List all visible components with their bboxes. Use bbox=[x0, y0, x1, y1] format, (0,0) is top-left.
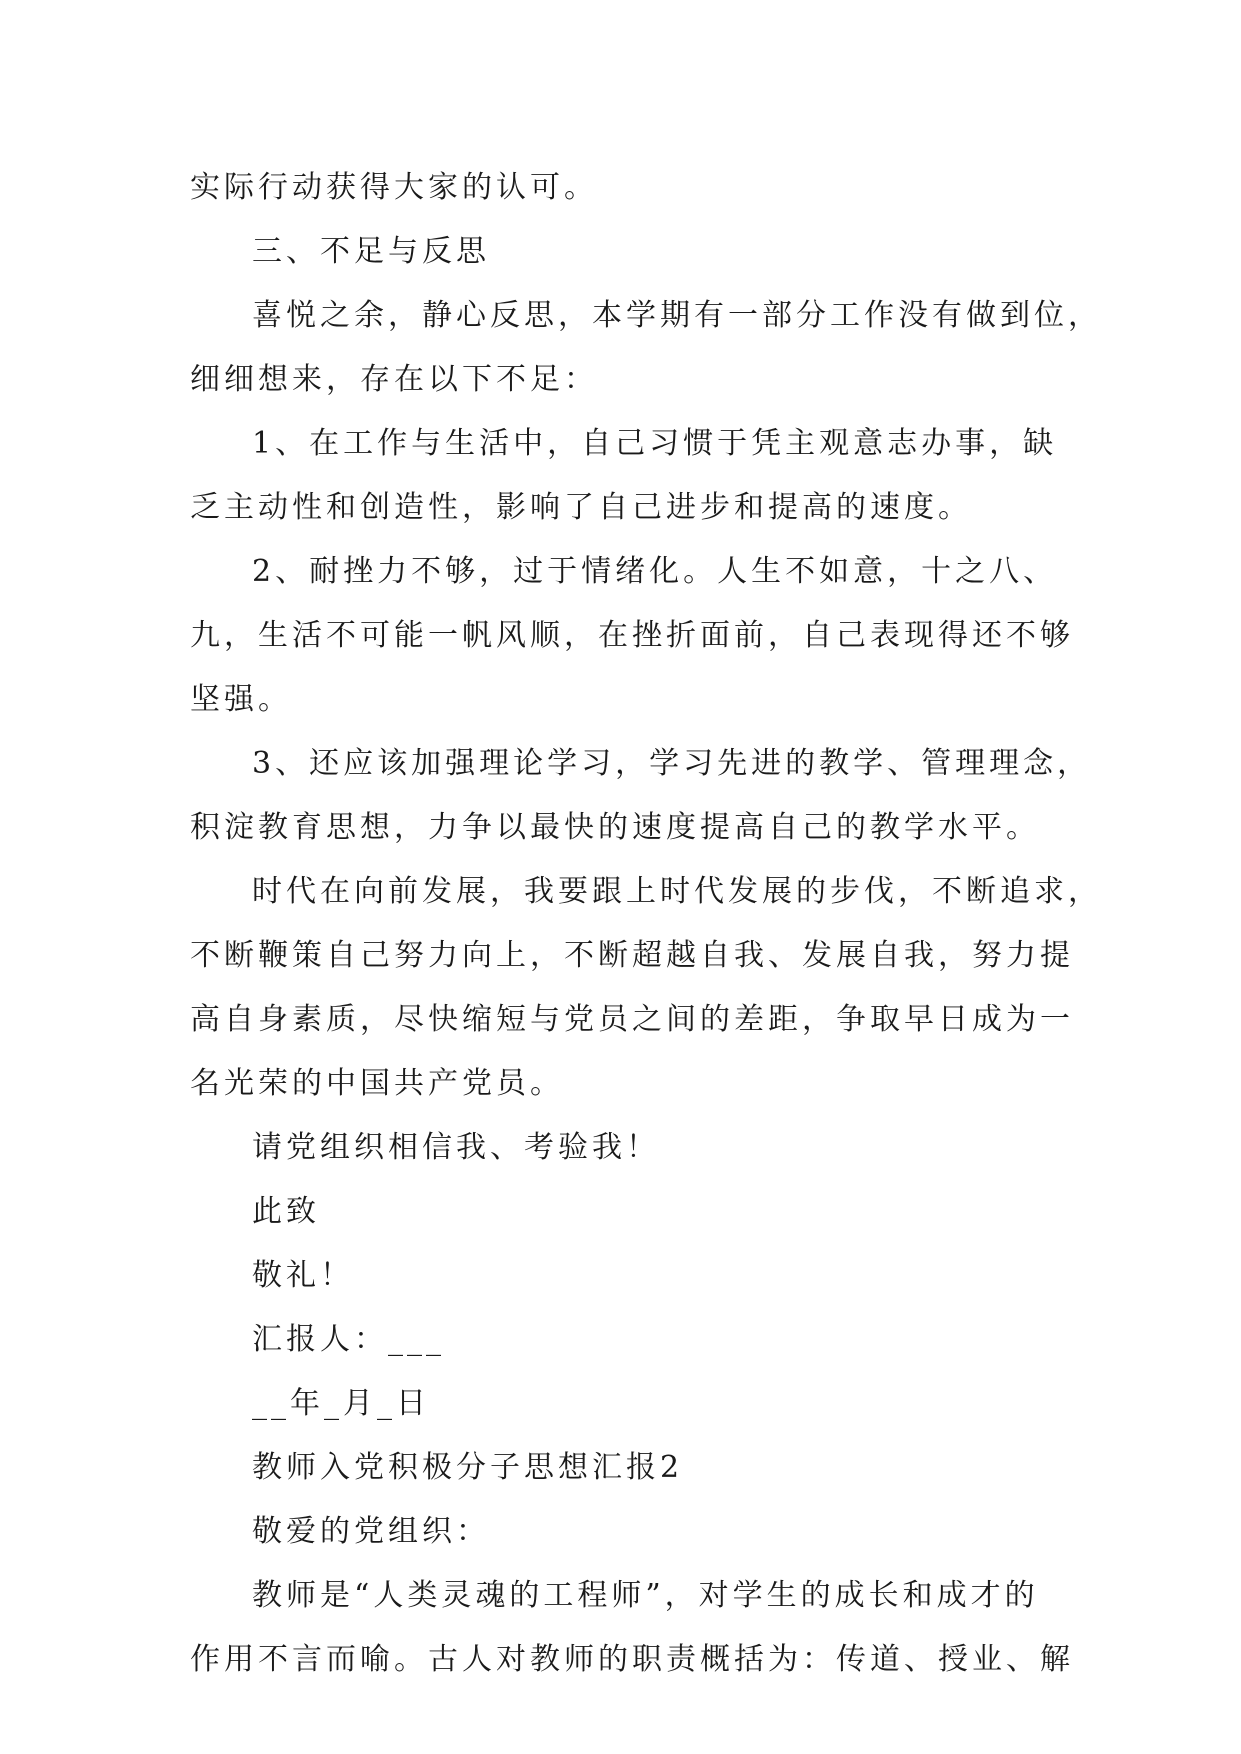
text-line: 教师是“人类灵魂的工程师”，对学生的成长和成才的 bbox=[252, 1578, 1039, 1613]
text-line: 喜悦之余，静心反思，本学期有一部分工作没有做到位， bbox=[252, 298, 1102, 333]
text-line: 时代在向前发展，我要跟上时代发展的步伐，不断追求， bbox=[252, 874, 1102, 909]
text-line: 高自身素质，尽快缩短与党员之间的差距，争取早日成为一 bbox=[190, 1002, 1074, 1037]
text-line: 不断鞭策自己努力向上，不断超越自我、发展自我，努力提 bbox=[190, 938, 1074, 973]
text-line: 积淀教育思想，力争以最快的速度提高自己的教学水平。 bbox=[190, 810, 1040, 845]
closing-line: 敬礼！ bbox=[252, 1258, 354, 1293]
text-line: 名光荣的中国共产党员。 bbox=[190, 1066, 564, 1101]
text-line: 3、还应该加强理论学习，学习先进的教学、管理理念， bbox=[252, 746, 1092, 781]
salutation-line: 敬爱的党组织： bbox=[252, 1514, 490, 1549]
text-line: 请党组织相信我、考验我！ bbox=[252, 1130, 660, 1165]
text-line: 1、在工作与生活中，自己习惯于凭主观意志办事，缺 bbox=[252, 426, 1058, 461]
text-line: 作用不言而喻。古人对教师的职责概括为：传道、授业、解 bbox=[190, 1642, 1074, 1677]
document-body bbox=[190, 156, 1102, 1692]
text-line: 九，生活不可能一帆风顺，在挫折面前，自己表现得还不够 bbox=[190, 618, 1074, 653]
closing-line: 此致 bbox=[252, 1194, 320, 1229]
date-line: __年_月_日 bbox=[252, 1386, 430, 1421]
text-line: 细细想来，存在以下不足： bbox=[190, 362, 598, 397]
text-line: 2、耐挫力不够，过于情绪化。人生不如意，十之八、 bbox=[252, 554, 1058, 589]
section-heading: 三、不足与反思 bbox=[252, 234, 490, 269]
section-title: 教师入党积极分子思想汇报2 bbox=[252, 1450, 684, 1485]
text-line: 乏主动性和创造性，影响了自己进步和提高的速度。 bbox=[190, 490, 972, 525]
text-line: 实际行动获得大家的认可。 bbox=[190, 170, 598, 205]
signature-line: 汇报人：___ bbox=[252, 1322, 445, 1357]
text-line: 坚强。 bbox=[190, 682, 292, 717]
